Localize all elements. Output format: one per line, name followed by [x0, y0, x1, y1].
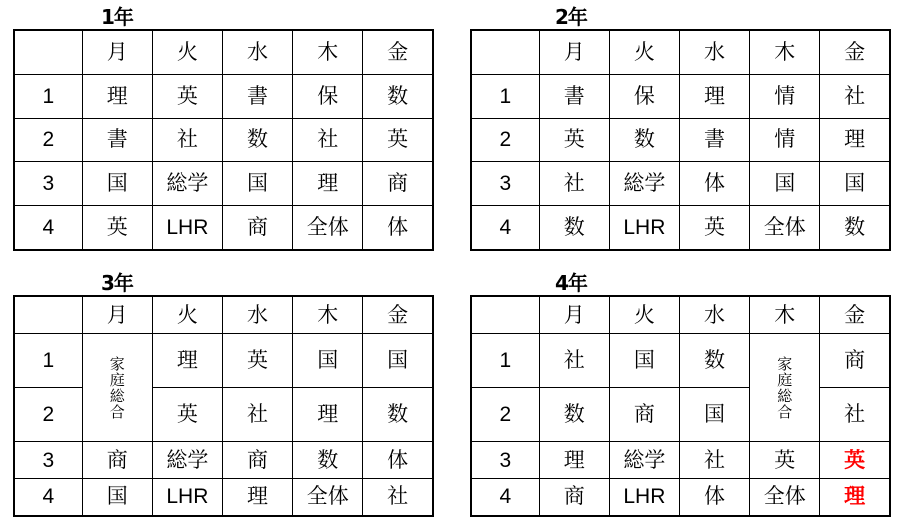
class-cell: 英 [539, 118, 609, 162]
class-cell: 英 [750, 442, 820, 479]
timetable-grade-1 [13, 29, 434, 251]
class-cell: 書 [679, 118, 749, 162]
period-row [14, 478, 433, 516]
period-label: 1 [471, 334, 539, 388]
class-cell: 国 [293, 334, 363, 388]
period-row [471, 205, 890, 250]
class-cell: 国 [609, 334, 679, 388]
class-cell: 理 [293, 388, 363, 442]
period-row [471, 478, 890, 516]
class-cell: 書 [539, 75, 609, 119]
timetable-grade-2 [470, 29, 891, 251]
header-row [14, 296, 433, 334]
period-label: 4 [14, 205, 82, 250]
period-label: 2 [14, 388, 82, 442]
class-cell: LHR [152, 478, 222, 516]
period-row [14, 442, 433, 479]
period-label: 2 [14, 118, 82, 162]
class-cell: 数 [539, 205, 609, 250]
day-header-mon: 月 [82, 30, 152, 75]
class-cell: 理 [679, 75, 749, 119]
class-cell: 理 [82, 75, 152, 119]
class-cell: 書 [82, 118, 152, 162]
class-cell: 理 [539, 442, 609, 479]
day-header-fri: 金 [820, 30, 890, 75]
class-cell: 理 [293, 162, 363, 206]
class-cell: LHR [152, 205, 222, 250]
class-cell: 全体 [293, 205, 363, 250]
highlighted-class-cell: 英 [820, 442, 890, 479]
day-header-fri: 金 [363, 30, 433, 75]
class-cell: 商 [82, 442, 152, 479]
class-cell: 社 [363, 478, 433, 516]
class-cell: LHR [609, 478, 679, 516]
class-cell: 社 [820, 75, 890, 119]
class-cell: 英 [679, 205, 749, 250]
class-cell: 数 [820, 205, 890, 250]
period-row [471, 118, 890, 162]
day-header-mon: 月 [539, 296, 609, 334]
class-cell: 英 [363, 118, 433, 162]
class-cell: 国 [222, 162, 292, 206]
period-row [14, 162, 433, 206]
class-cell: 社 [539, 334, 609, 388]
class-cell: 保 [609, 75, 679, 119]
period-row [471, 162, 890, 206]
period-label: 1 [14, 75, 82, 119]
class-cell: 国 [82, 162, 152, 206]
class-cell: 情 [750, 118, 820, 162]
corner-cell [14, 296, 82, 334]
class-cell: 商 [539, 478, 609, 516]
day-header-thu: 木 [293, 296, 363, 334]
period-label: 4 [471, 205, 539, 250]
class-cell: 情 [750, 75, 820, 119]
class-cell: 数 [609, 118, 679, 162]
corner-cell [471, 296, 539, 334]
class-cell: 総学 [152, 442, 222, 479]
day-header-tue: 火 [609, 296, 679, 334]
period-row [14, 118, 433, 162]
grade-title-2: 2年 [555, 5, 587, 29]
period-row [14, 205, 433, 250]
class-cell: 英 [222, 334, 292, 388]
merged-class-label: 家庭総合 [777, 354, 793, 421]
class-cell: 体 [679, 162, 749, 206]
day-header-tue: 火 [152, 30, 222, 75]
class-cell: 全体 [750, 205, 820, 250]
day-header-thu: 木 [293, 30, 363, 75]
period-label: 1 [14, 334, 82, 388]
period-label: 2 [471, 118, 539, 162]
grade-title-3: 3年 [101, 271, 133, 295]
header-row [471, 296, 890, 334]
class-cell: 総学 [609, 442, 679, 479]
period-row [471, 75, 890, 119]
class-cell: 全体 [293, 478, 363, 516]
period-row [14, 334, 433, 388]
day-header-thu: 木 [750, 30, 820, 75]
period-label: 4 [14, 478, 82, 516]
class-cell: 社 [152, 118, 222, 162]
period-row [471, 388, 890, 442]
timetable-grade-3 [13, 295, 434, 517]
day-header-tue: 火 [609, 30, 679, 75]
class-cell: 数 [363, 75, 433, 119]
period-label: 3 [14, 162, 82, 206]
merged-class-cell [82, 334, 152, 442]
period-label: 4 [471, 478, 539, 516]
merged-class-cell [750, 334, 820, 442]
class-cell: 社 [820, 388, 890, 442]
class-cell: 理 [152, 334, 222, 388]
corner-cell [14, 30, 82, 75]
class-cell: 英 [82, 205, 152, 250]
class-cell: 国 [363, 334, 433, 388]
class-cell: 国 [679, 388, 749, 442]
merged-class-label: 家庭総合 [109, 354, 125, 421]
day-header-wed: 水 [222, 296, 292, 334]
period-row [14, 75, 433, 119]
grade-title-1: 1年 [101, 5, 133, 29]
class-cell: 国 [750, 162, 820, 206]
class-cell: 商 [363, 162, 433, 206]
class-cell: 英 [152, 75, 222, 119]
class-cell: 数 [293, 442, 363, 479]
period-label: 2 [471, 388, 539, 442]
grade-title-4: 4年 [555, 271, 587, 295]
period-label: 1 [471, 75, 539, 119]
class-cell: 体 [363, 442, 433, 479]
period-row [14, 388, 433, 442]
day-header-mon: 月 [539, 30, 609, 75]
class-cell: LHR [609, 205, 679, 250]
class-cell: 社 [293, 118, 363, 162]
highlighted-class-cell: 理 [820, 478, 890, 516]
class-cell: 数 [222, 118, 292, 162]
class-cell: 全体 [750, 478, 820, 516]
class-cell: 理 [820, 118, 890, 162]
class-cell: 社 [222, 388, 292, 442]
class-cell: 商 [609, 388, 679, 442]
class-cell: 商 [222, 442, 292, 479]
period-row [471, 442, 890, 479]
header-row [14, 30, 433, 75]
day-header-tue: 火 [152, 296, 222, 334]
class-cell: 商 [820, 334, 890, 388]
day-header-thu: 木 [750, 296, 820, 334]
class-cell: 英 [152, 388, 222, 442]
class-cell: 社 [539, 162, 609, 206]
class-cell: 商 [222, 205, 292, 250]
class-cell: 理 [222, 478, 292, 516]
day-header-mon: 月 [82, 296, 152, 334]
period-label: 3 [14, 442, 82, 479]
class-cell: 総学 [152, 162, 222, 206]
class-cell: 数 [363, 388, 433, 442]
timetable-grade-4 [470, 295, 891, 517]
class-cell: 総学 [609, 162, 679, 206]
day-header-fri: 金 [820, 296, 890, 334]
period-row [471, 334, 890, 388]
class-cell: 体 [363, 205, 433, 250]
class-cell: 社 [679, 442, 749, 479]
day-header-fri: 金 [363, 296, 433, 334]
header-row [471, 30, 890, 75]
period-label: 3 [471, 162, 539, 206]
period-label: 3 [471, 442, 539, 479]
class-cell: 書 [222, 75, 292, 119]
class-cell: 保 [293, 75, 363, 119]
corner-cell [471, 30, 539, 75]
class-cell: 国 [820, 162, 890, 206]
day-header-wed: 水 [679, 30, 749, 75]
class-cell: 国 [82, 478, 152, 516]
class-cell: 数 [539, 388, 609, 442]
class-cell: 体 [679, 478, 749, 516]
class-cell: 数 [679, 334, 749, 388]
day-header-wed: 水 [222, 30, 292, 75]
day-header-wed: 水 [679, 296, 749, 334]
